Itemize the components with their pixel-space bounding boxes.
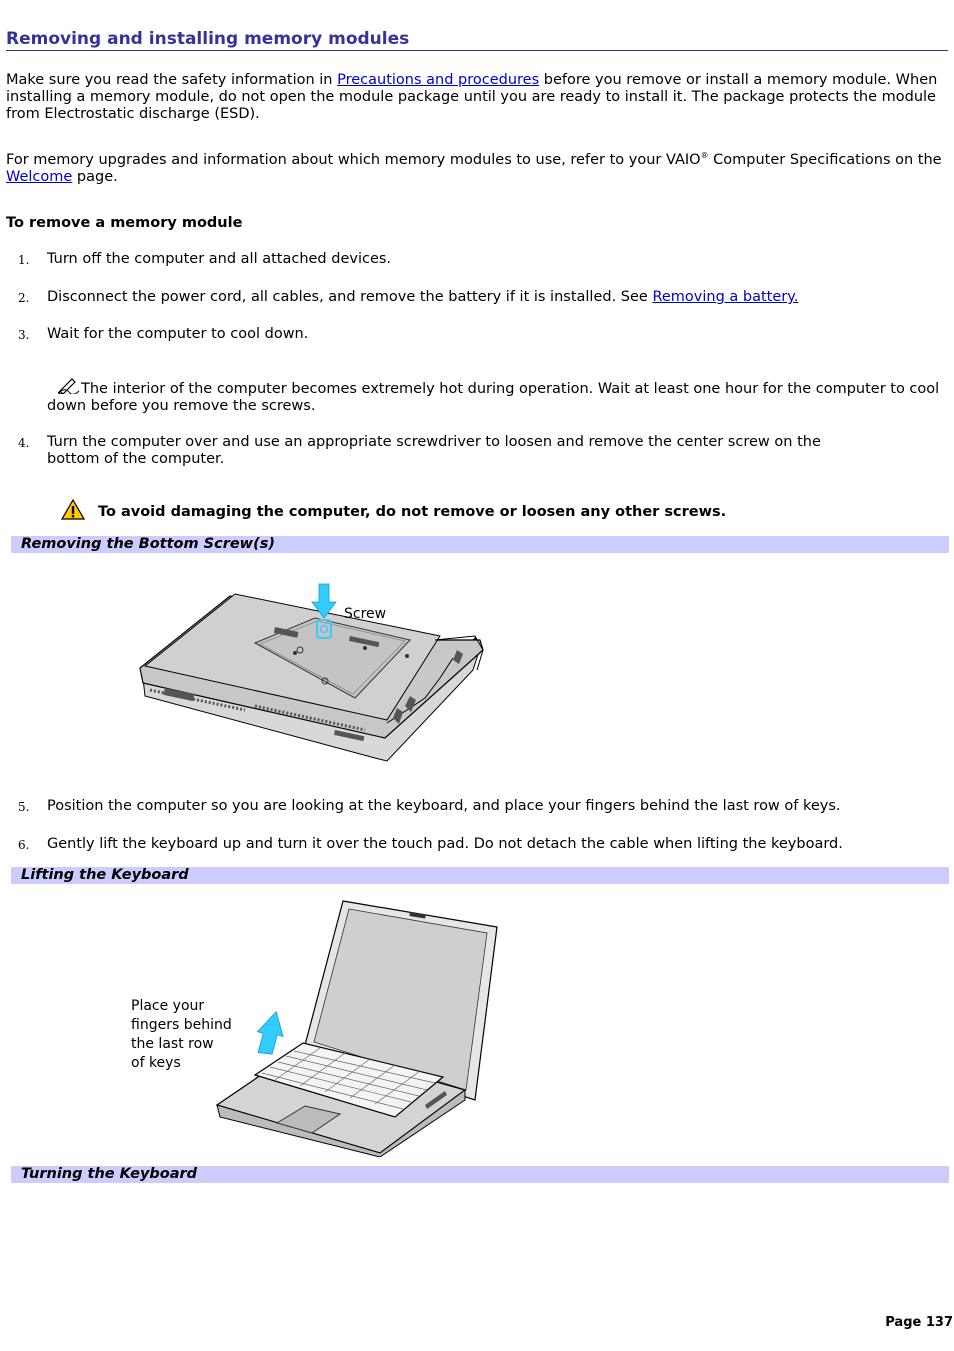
welcome-link[interactable]: Welcome — [6, 168, 73, 185]
figure-label-line: the last row — [131, 1036, 214, 1052]
upgrade-paragraph — [6, 147, 948, 186]
upgrade-text-end: page. — [72, 168, 118, 185]
warning-icon — [61, 499, 85, 526]
lifting-keyboard-illustration — [125, 895, 505, 1157]
note-pencil-icon — [57, 379, 81, 395]
step-text: Disconnect the power cord, all cables, and remove the battery if it is installed. See — [47, 289, 653, 305]
step-text: Wait for the computer to cool down. — [47, 326, 309, 342]
figure-caption-bar — [11, 1166, 949, 1183]
intro-text: Make sure you read the safety information in — [6, 72, 338, 88]
registered-mark: ® — [700, 151, 709, 160]
step-number: 5. — [18, 800, 30, 814]
step-text: Turn off the computer and all attached devices. — [47, 251, 392, 267]
step-item — [47, 289, 942, 306]
svg-text:Place your fingers behind — [131, 998, 236, 1071]
upgrade-text: For memory upgrades and information about which memory modules to use, refer to your VAIO — [6, 151, 701, 168]
figure-label-line: fingers behind — [131, 1017, 232, 1033]
section-heading: To remove a memory module — [6, 215, 243, 231]
figure-caption: Removing the Bottom Screw(s) — [21, 536, 275, 552]
laptop-bottom-illustration — [135, 578, 490, 768]
step-number: 1. — [18, 253, 30, 267]
page-number: Page 137 — [885, 1315, 953, 1330]
page-title: Removing and installing memory modules — [6, 30, 948, 51]
figure-caption: Lifting the Keyboard — [21, 867, 189, 883]
figure-caption-bar — [11, 536, 949, 553]
figure-label-line: Place your — [131, 998, 205, 1014]
figure-caption: Turning the Keyboard — [21, 1166, 198, 1182]
figure-caption-bar — [11, 867, 949, 884]
step-number: 2. — [18, 291, 30, 305]
step-text: Gently lift the keyboard up and turn it over the touch pad. Do not detach the cable when lifting the keyboard. — [47, 836, 843, 852]
step-number: 3. — [18, 328, 30, 342]
removing-battery-link[interactable]: Removing a battery. — [652, 289, 799, 305]
step-number: 4. — [18, 436, 30, 450]
note-block — [47, 379, 942, 415]
figure-label-line: of keys — [131, 1055, 181, 1071]
step-text: Turn the computer over and use an appropriate screwdriver to loosen and remove the center screw on the bottom of the computer. — [47, 434, 821, 467]
warning-text: To avoid damaging the computer, do not remove or loosen any other screws. — [98, 504, 727, 520]
precautions-link[interactable]: Precautions and procedures — [337, 72, 540, 88]
intro-paragraph — [6, 72, 948, 123]
note-text: The interior of the computer becomes extremely hot during operation. Wait at least one hour for the computer to cool down before you remove the screws. — [47, 381, 940, 414]
intro-text-end: before you remove or install a memory module. When installing a memory module, do not open the module package until you are ready to install it. The package protects the module from Electrostatic discharge (ESD). — [6, 72, 938, 122]
screw-label: Screw — [344, 606, 387, 622]
step-text: Position the computer so you are looking at the keyboard, and place your fingers behind the last row of keys. — [47, 798, 841, 814]
step-number: 6. — [18, 838, 30, 852]
upgrade-text-mid: Computer Specifications on the — [708, 151, 942, 168]
